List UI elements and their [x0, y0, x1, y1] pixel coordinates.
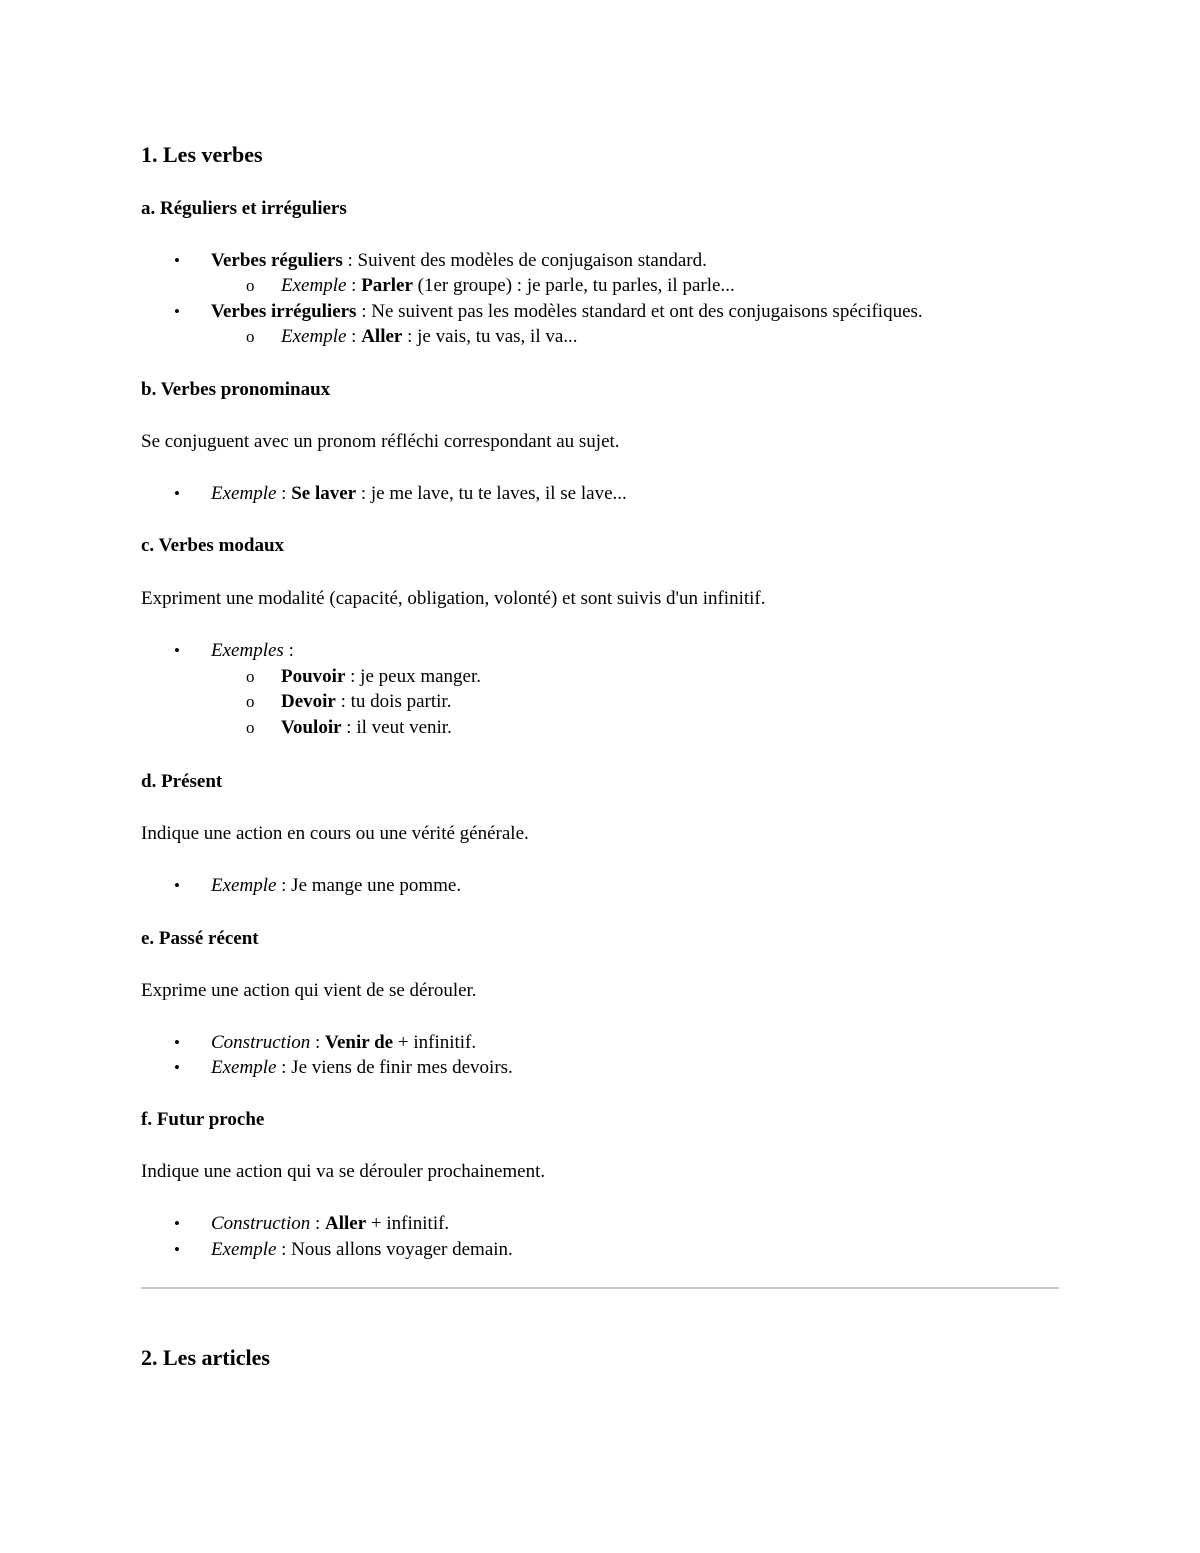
- list-item-exemples: [211, 638, 294, 664]
- bullet-icon: •: [174, 1033, 180, 1052]
- example-label: Exemple: [211, 1057, 277, 1078]
- example-verb: Parler: [361, 275, 413, 296]
- construction-text: + infinitif.: [366, 1213, 450, 1234]
- description: Ne suivent pas les modèles standard et ont des conjugaisons spécifiques.: [371, 301, 923, 322]
- circle-bullet-icon: o: [246, 667, 255, 686]
- subsection-e-text: Exprime une action qui vient de se dérouler.: [141, 980, 477, 1001]
- list-item-example-se-laver: [211, 481, 627, 507]
- separator: :: [356, 301, 372, 322]
- circle-bullet-icon: o: [246, 718, 255, 737]
- list-item-example-present: [211, 873, 461, 899]
- separator: :: [276, 483, 292, 504]
- subsection-e-heading: e. Passé récent: [141, 928, 259, 949]
- section-2-title: 2. Les articles: [141, 1345, 270, 1370]
- example-text: : Je mange une pomme.: [276, 875, 462, 896]
- example-verb: Vouloir: [281, 717, 342, 738]
- construction-label: Construction: [211, 1213, 311, 1234]
- bullet-icon: •: [174, 251, 180, 270]
- horizontal-rule: [141, 1287, 1059, 1289]
- example-text: : je vais, tu vas, il va...: [402, 326, 578, 347]
- subsection-c-text: Expriment une modalité (capacité, obligation, volonté) et sont suivis d'un infinitif.: [141, 588, 766, 609]
- example-text: (1er groupe) : je parle, tu parles, il parle...: [412, 275, 735, 296]
- example-verb: Devoir: [281, 691, 336, 712]
- circle-bullet-icon: o: [246, 327, 255, 346]
- sub-item-example-aller: [281, 324, 578, 350]
- sub-item-example-parler: [281, 273, 735, 299]
- list-item-verbes-irreguliers: [211, 299, 923, 325]
- subsection-f-text: Indique une action qui va se dérouler prochainement.: [141, 1161, 546, 1182]
- bullet-icon: •: [174, 484, 180, 503]
- construction-verb: Aller: [325, 1213, 367, 1234]
- construction-verb: Venir de: [325, 1032, 394, 1053]
- bullet-icon: •: [174, 876, 180, 895]
- subsection-b-heading: b. Verbes pronominaux: [141, 379, 331, 400]
- list-item-example-passe-recent: [211, 1055, 513, 1081]
- separator: :: [346, 275, 362, 296]
- separator: :: [310, 1213, 326, 1234]
- section-1-title: 1. Les verbes: [141, 142, 263, 167]
- example-text: : Nous allons voyager demain.: [276, 1239, 513, 1260]
- example-label: Exemple: [281, 326, 347, 347]
- separator: :: [310, 1032, 326, 1053]
- example-verb: Se laver: [291, 483, 357, 504]
- examples-label: Exemples: [211, 640, 284, 661]
- example-text: : je me lave, tu te laves, il se lave...: [356, 483, 627, 504]
- sub-item-devoir: [281, 689, 451, 715]
- sub-item-pouvoir: [281, 664, 481, 690]
- separator: :: [342, 250, 358, 271]
- sub-item-vouloir: [281, 715, 452, 741]
- example-verb: Aller: [361, 326, 403, 347]
- bullet-icon: •: [174, 302, 180, 321]
- construction-label: Construction: [211, 1032, 311, 1053]
- example-text: : je peux manger.: [345, 666, 481, 687]
- term: Verbes réguliers: [211, 250, 343, 271]
- example-verb: Pouvoir: [281, 666, 346, 687]
- list-item-example-futur-proche: [211, 1237, 513, 1263]
- example-label: Exemple: [211, 875, 277, 896]
- example-label: Exemple: [211, 483, 277, 504]
- subsection-b-text: Se conjuguent avec un pronom réfléchi correspondant au sujet.: [141, 431, 620, 452]
- list-item-verbes-reguliers: [211, 248, 707, 274]
- example-text: : tu dois partir.: [335, 691, 452, 712]
- separator: :: [346, 326, 362, 347]
- construction-text: + infinitif.: [393, 1032, 477, 1053]
- subsection-a-heading: a. Réguliers et irréguliers: [141, 198, 347, 219]
- example-text: : Je viens de finir mes devoirs.: [276, 1057, 513, 1078]
- subsection-d-heading: d. Présent: [141, 771, 223, 792]
- description: Suivent des modèles de conjugaison standard.: [357, 250, 707, 271]
- example-text: : il veut venir.: [341, 717, 452, 738]
- list-item-construction-venir-de: [211, 1030, 476, 1056]
- circle-bullet-icon: o: [246, 692, 255, 711]
- subsection-f-heading: f. Futur proche: [141, 1109, 265, 1130]
- example-label: Exemple: [211, 1239, 277, 1260]
- bullet-icon: •: [174, 1214, 180, 1233]
- example-label: Exemple: [281, 275, 347, 296]
- subsection-c-heading: c. Verbes modaux: [141, 535, 285, 556]
- bullet-icon: •: [174, 1058, 180, 1077]
- bullet-icon: •: [174, 1240, 180, 1259]
- circle-bullet-icon: o: [246, 276, 255, 295]
- subsection-d-text: Indique une action en cours ou une vérité générale.: [141, 823, 529, 844]
- term: Verbes irréguliers: [211, 301, 357, 322]
- separator: :: [283, 640, 294, 661]
- bullet-icon: •: [174, 641, 180, 660]
- list-item-construction-aller: [211, 1211, 449, 1237]
